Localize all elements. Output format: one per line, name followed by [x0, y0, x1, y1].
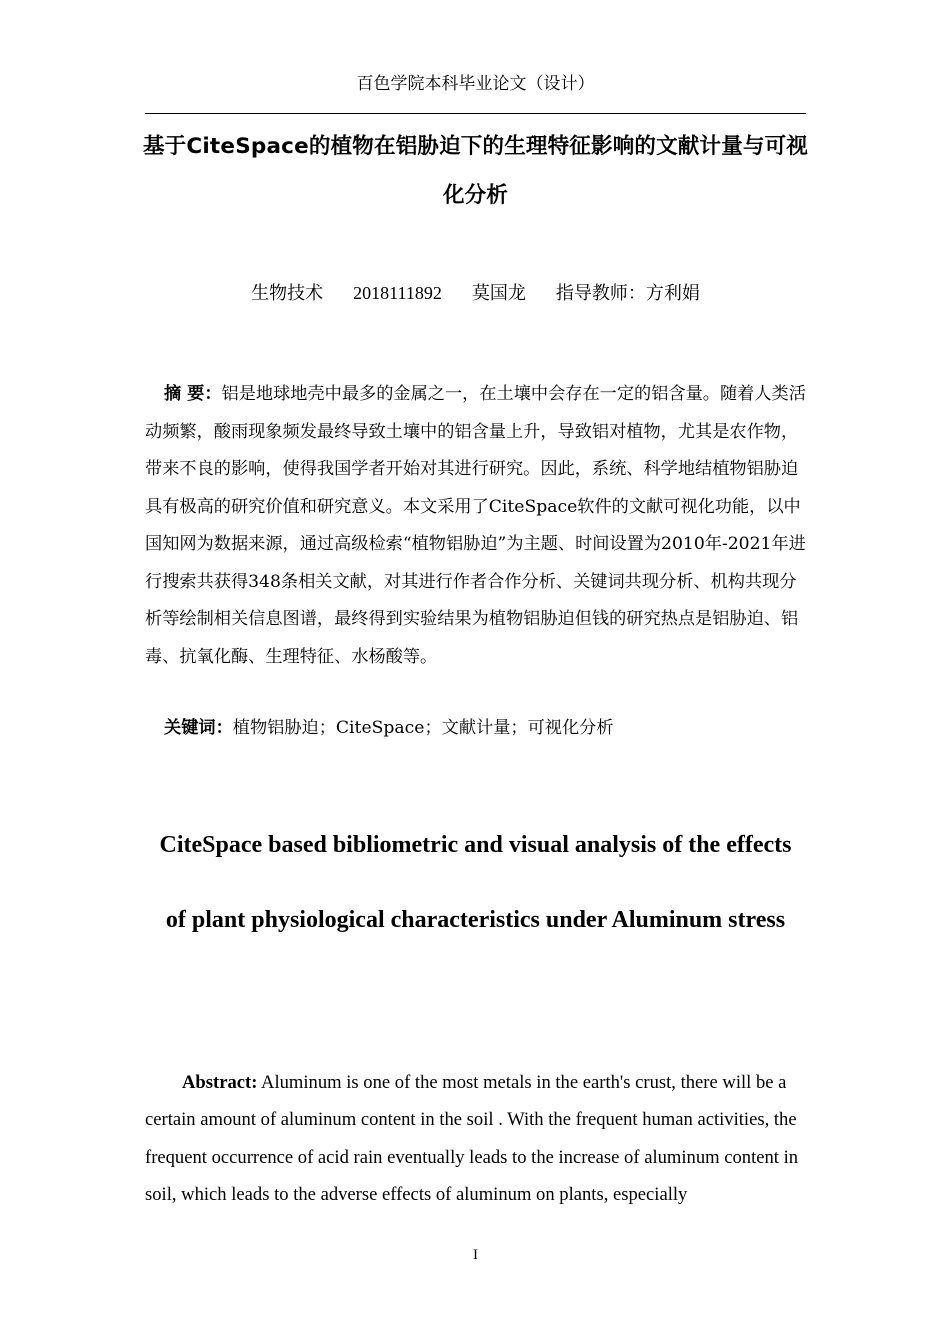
header-rule	[145, 113, 806, 114]
page-number: I	[473, 1247, 478, 1263]
english-title: CiteSpace based bibliometric and visual analysis of the effects of plant physiological characteristics under Aluminum stress	[159, 832, 792, 933]
author-student-id: 2018111892	[353, 283, 442, 303]
chinese-abstract-label: 摘 要：	[164, 384, 222, 404]
author-major: 生物技术	[251, 283, 324, 303]
english-abstract-text: Aluminum is one of the most metals in the earth's crust, there will be a certain amount of aluminum content in the soil . With the frequent human activities, the frequent occurrence of acid rain eventually leads to the increase of aluminum content in soil, which leads to the adverse effects of aluminum on plants, especially	[145, 1072, 799, 1205]
english-abstract-label: Abstract:	[182, 1072, 258, 1093]
chinese-abstract-text: 铝是地球地壳中最多的金属之一，在土壤中会存在一定的铝含量。随着人类活动频繁，酸雨现象频发最终导致土壤中的铝含量上升，导致铝对植物，尤其是农作物，带来不良的影响，使得我国学者开始对其进行研究。因此，系统、科学地结植物铝胁迫具有极高的研究价值和研究意义。本文采用了CiteSpace软件的文献可视化功能，以中国知网为数据来源，通过高级检索“植物铝胁迫”为主题、时间设置为2010年-2021年进行搜索共获得348条相关文献，对其进行作者合作分析、关键词共现分析、机构共现分析等绘制相关信息图谱，最终得到实验结果为植物铝胁迫但钱的研究热点是铝胁迫、铝毒、抗氧化酶、生理特征、水杨酸等。	[145, 384, 806, 667]
author-advisor: 指导教师：方利娟	[555, 283, 700, 303]
chinese-keywords	[164, 713, 806, 743]
running-header: 百色学院本科毕业论文（设计）	[356, 74, 595, 94]
chinese-abstract	[145, 376, 807, 676]
author-line	[145, 279, 806, 307]
author-name: 莫国龙	[471, 283, 526, 303]
english-abstract	[145, 1064, 810, 1213]
chinese-keywords-label: 关键词：	[164, 718, 233, 738]
chinese-title: 基于CiteSpace的植物在铝胁迫下的生理特征影响的文献计量与可视化分析	[142, 134, 809, 208]
chinese-keywords-text: 植物铝胁迫；CiteSpace；文献计量；可视化分析	[232, 718, 614, 738]
